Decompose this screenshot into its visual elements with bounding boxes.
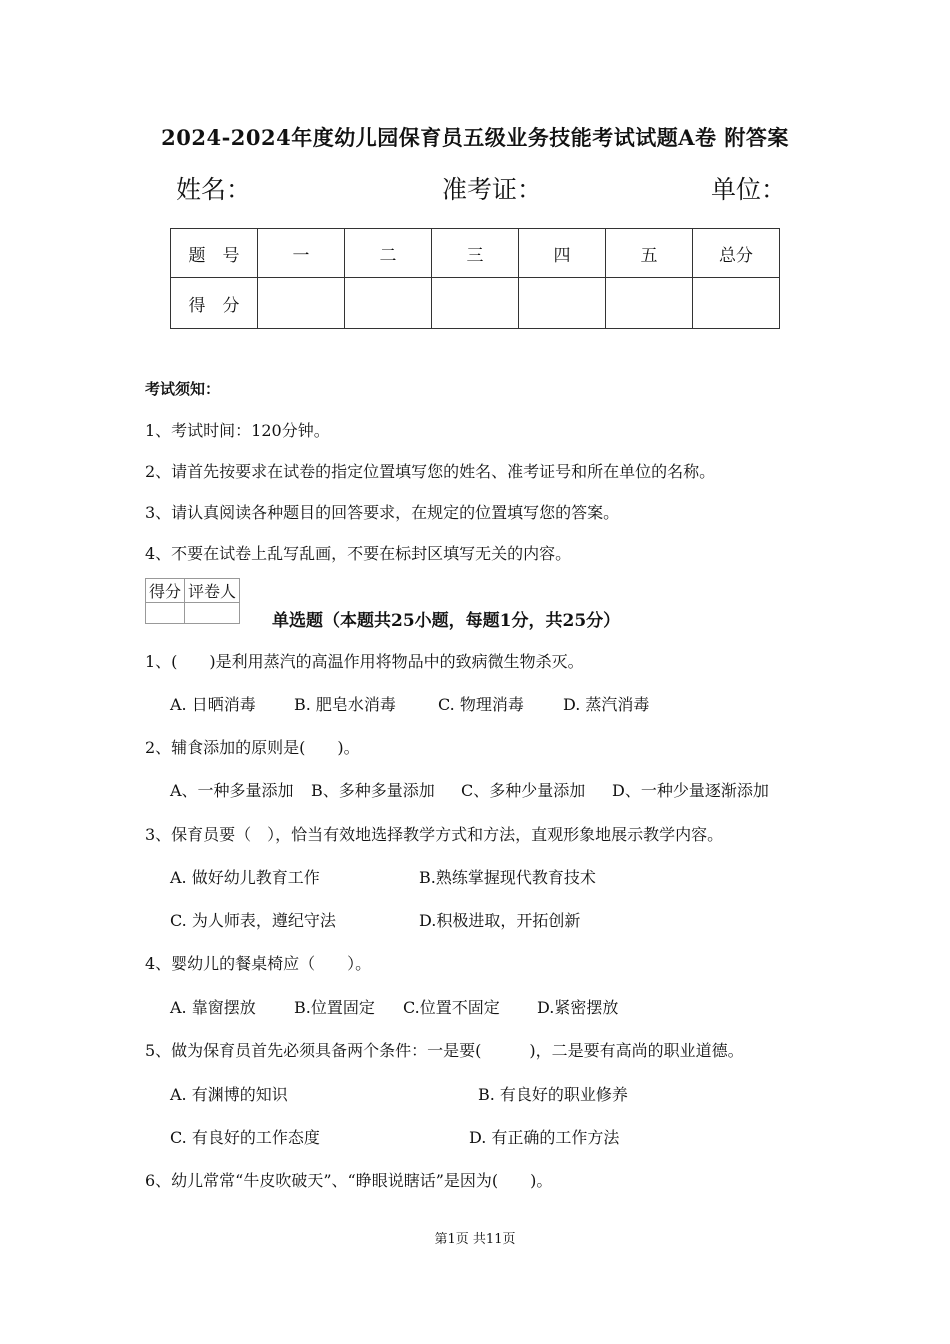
grader-score-cell[interactable] [146,603,185,624]
header-cell: 四 [519,229,606,278]
option: A. 有渊博的知识 [170,1085,288,1104]
score-cell[interactable] [606,278,693,329]
score-cell[interactable] [519,278,606,329]
header-cell: 五 [606,229,693,278]
exam-id-field-label: 准考证： [442,175,543,204]
option: D. 有正确的工作方法 [469,1128,620,1147]
option: C. 为人师表，遵纪守法 [170,911,336,930]
option: C.位置不固定 [403,998,500,1017]
notice-item: 3、请认真阅读各种题目的回答要求，在规定的位置填写您的答案。 [145,503,620,522]
score-table [170,228,780,329]
option: B. 肥皂水消毒 [294,695,396,714]
option: C、多种少量添加 [461,781,586,800]
question-text: 1、( )是利用蒸汽的高温作用将物品中的致病微生物杀灭。 [145,652,584,671]
name-field-label: 姓名： [176,175,252,204]
grader-box [145,578,240,624]
score-cell[interactable] [432,278,519,329]
header-cell: 题 号 [171,229,258,278]
score-cell[interactable] [345,278,432,329]
option: B.熟练掌握现代教育技术 [419,868,596,887]
option: D.积极进取，开拓创新 [419,911,581,930]
option: D.紧密摆放 [537,998,619,1017]
question-text: 5、做为保育员首先必须具备两个条件：一是要( )，二是要有高尚的职业道德。 [145,1041,744,1060]
notice-item: 2、请首先按要求在试卷的指定位置填写您的姓名、准考证号和所在单位的名称。 [145,462,716,481]
header-cell: 二 [345,229,432,278]
option: B. 有良好的职业修养 [478,1085,628,1104]
score-cell[interactable] [258,278,345,329]
header-cell: 三 [432,229,519,278]
option: D、一种少量逐渐添加 [612,781,769,800]
notice-item: 1、考试时间：120分钟。 [145,421,330,440]
notice-heading: 考试须知： [145,380,221,398]
option: B.位置固定 [294,998,375,1017]
option: A. 日晒消毒 [170,695,256,714]
question-text: 3、保育员要（ ），恰当有效地选择教学方式和方法，直观形象地展示教学内容。 [145,825,724,844]
option: A. 靠窗摆放 [170,998,256,1017]
unit-field-label: 单位： [711,175,787,204]
score-table-header-row [171,229,780,278]
option: B、多种多量添加 [311,781,435,800]
grader-name-cell[interactable] [185,603,240,624]
question-text: 6、幼儿常常“牛皮吹破天”、“睁眼说瞎话”是因为( )。 [145,1171,553,1190]
score-cell[interactable] [693,278,780,329]
row-label-cell: 得 分 [171,278,258,329]
notice-item: 4、不要在试卷上乱写乱画，不要在标封区填写无关的内容。 [145,544,572,563]
option: A、一种多量添加 [170,781,294,800]
grader-score-label: 得分 [146,579,185,603]
option: D. 蒸汽消毒 [563,695,650,714]
option: C. 物理消毒 [438,695,524,714]
question-text: 2、辅食添加的原则是( )。 [145,738,360,757]
section-title: 单选题（本题共25小题，每题1分，共25分） [272,611,621,631]
page-footer: 第1页 共11页 [434,1232,516,1247]
score-table-score-row [171,278,780,329]
option: C. 有良好的工作态度 [170,1128,320,1147]
header-cell: 总分 [693,229,780,278]
option: A. 做好幼儿教育工作 [170,868,320,887]
document-title: 2024-2024年度幼儿园保育员五级业务技能考试试题A卷 附答案 [161,125,789,150]
grader-name-label: 评卷人 [185,579,240,603]
question-text: 4、婴幼儿的餐桌椅应（ ）。 [145,954,372,973]
header-cell: 一 [258,229,345,278]
